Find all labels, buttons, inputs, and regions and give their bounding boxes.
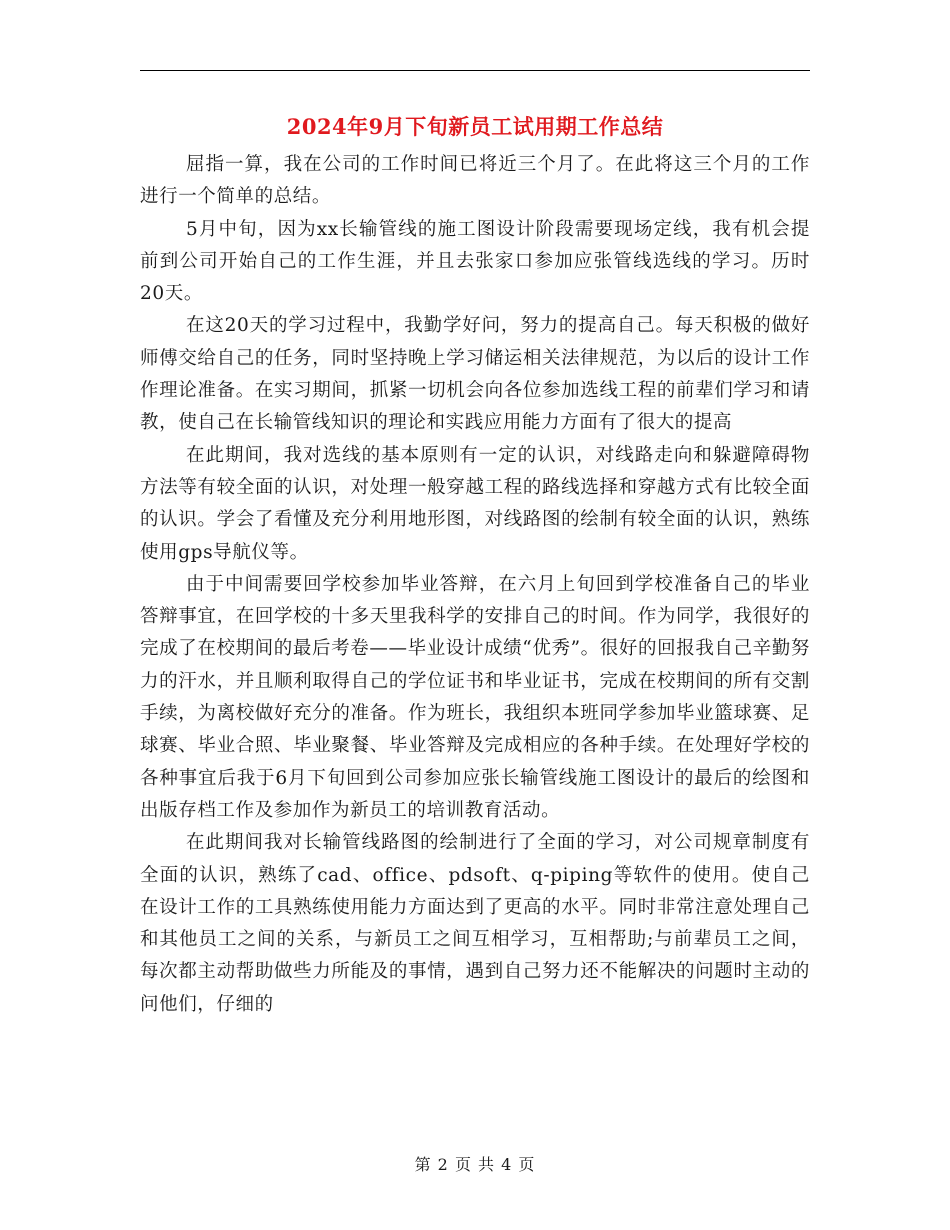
paragraph: 由于中间需要回学校参加毕业答辩，在六月上旬回到学校准备自己的毕业答辩事宜，在回学校的十多天里我科学的安排自己的时间。作为同学，我很好的完成了在校期间的最后考卷——毕业设计成绩“优秀”。很好的回报我自己辛勤努力的汗水，并且顺利取得自己的学位证书和毕业证书，完成在校期间的所有交割手续，为离校做好充分的准备。作为班长，我组织本班同学参加毕业篮球赛、足球赛、毕业合照、毕业聚餐、毕业答辩及完成相应的各种手续。在处理好学校的各种事宜后我于6月下旬回到公司参加应张长输管线施工图设计的最后的绘图和出版存档工作及参加作为新员工的培训教育活动。 — [140, 573, 810, 821]
paragraph: 在这20天的学习过程中，我勤学好问，努力的提高自己。每天积极的做好师傅交给自己的任务，同时坚持晚上学习储运相关法律规范，为以后的设计工作作理论准备。在实习期间，抓紧一切机会向各位参加选线工程的前辈们学习和请教，使自己在长输管线知识的理论和实践应用能力方面有了很大的提高 — [140, 315, 810, 434]
document-title: 2024年9月下旬新员工试用期工作总结 — [286, 114, 664, 139]
paragraph: 5月中旬，因为xx长输管线的施工图设计阶段需要现场定线，我有机会提前到公司开始自己的工作生涯，并且去张家口参加应张管线选线的学习。历时20天。 — [140, 218, 810, 305]
paragraph: 在此期间，我对选线的基本原则有一定的认识，对线路走向和躲避障碍物方法等有较全面的认识，对处理一般穿越工程的路线选择和穿越方式有比较全面的认识。学会了看懂及充分利用地形图，对线路图的绘制有较全面的认识，熟练使用gps导航仪等。 — [140, 444, 810, 563]
page-number-footer: 第 2 页 共 4 页 — [414, 1155, 536, 1174]
paragraph: 屈指一算，我在公司的工作时间已将近三个月了。在此将这三个月的工作进行一个简单的总结。 — [140, 154, 810, 208]
header-rule — [140, 70, 810, 71]
document-body — [140, 149, 810, 1021]
paragraph: 在此期间我对长输管线路图的绘制进行了全面的学习，对公司规章制度有全面的认识，熟练了cad、office、pdsoft、q-piping等软件的使用。使自己在设计工作的工具熟练使用能力方面达到了更高的水平。同时非常注意处理自己和其他员工之间的关系，与新员工之间互相学习，互相帮助;与前辈员工之间，每次都主动帮助做些力所能及的事情，遇到自己努力还不能解决的问题时主动的问他们，仔细的 — [140, 832, 810, 1015]
